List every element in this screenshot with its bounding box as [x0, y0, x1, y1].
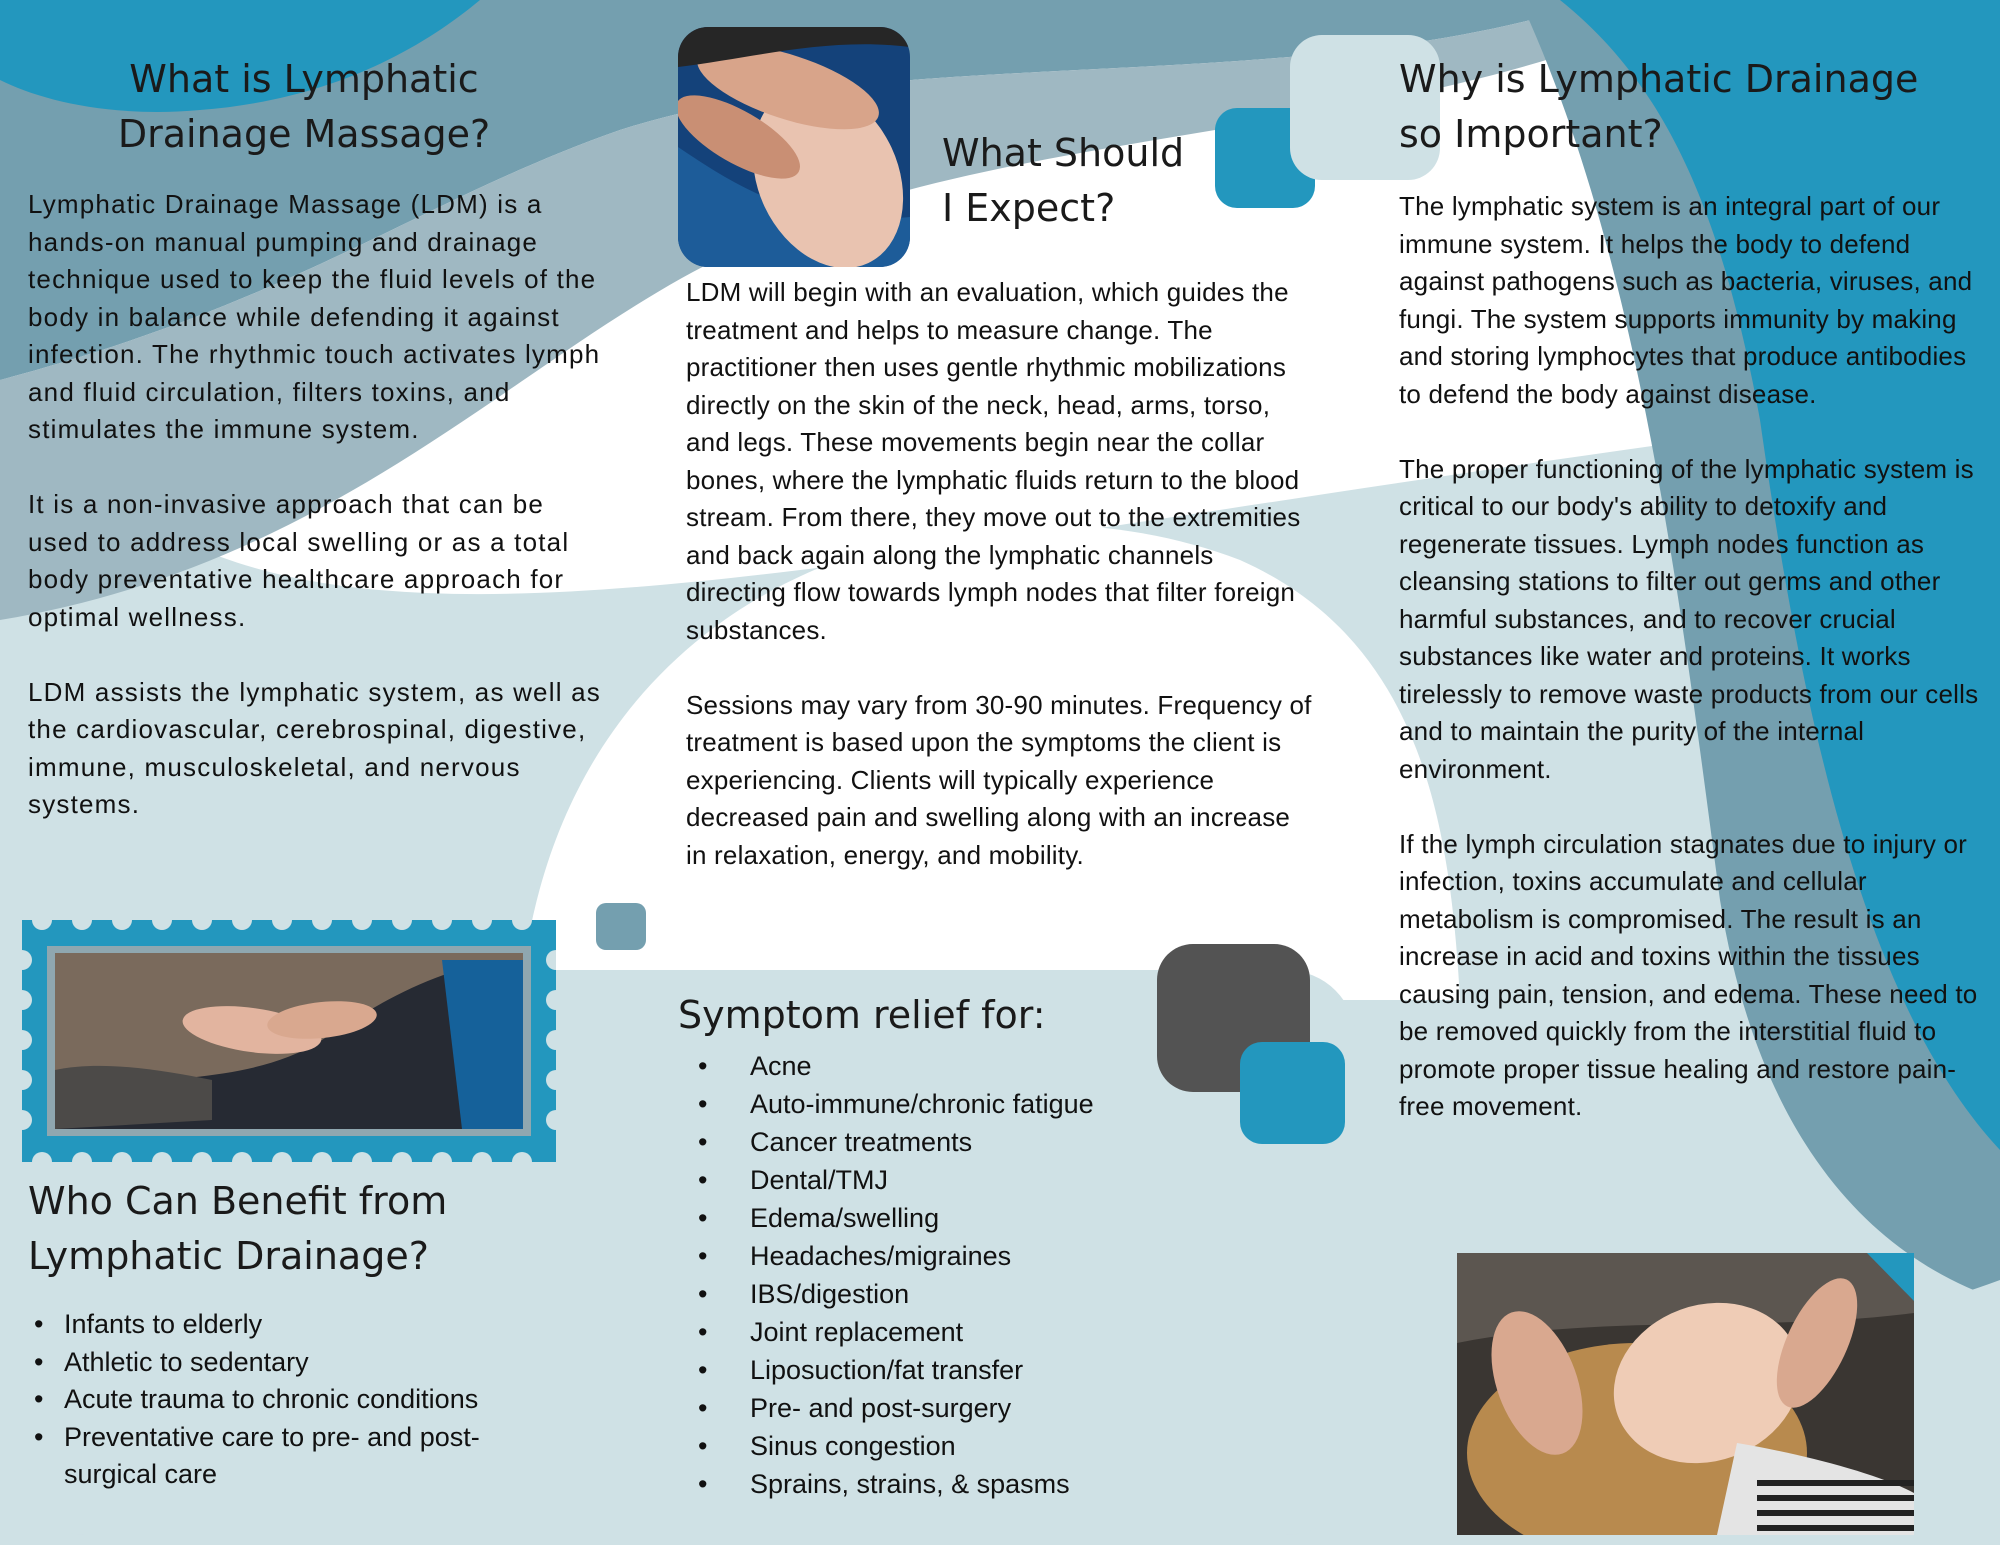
- lymphatic-paragraph-2: It is a non-invasive approach that can be used to address local swelling or as a total body preventative healthcare approach for optimal wellness.: [28, 489, 570, 632]
- symptom-section: [678, 988, 1238, 1503]
- blue-square-small-shape: [1240, 1042, 1345, 1144]
- list-item: • Liposuction/fat transfer: [678, 1351, 1238, 1389]
- neck-massage-photo: [1457, 1253, 1914, 1535]
- list-item: • Acute trauma to chronic conditions: [28, 1381, 588, 1419]
- why-paragraph-2: The proper functioning of the lymphatic system is critical to our body's ability to detoxify and regenerate tissues. Lymph nodes function as cleansing stations to filter out germs and other harmful substances, and to recover crucial substances like water and proteins. It works tirelessly to remove waste products from our cells and to maintain the purity of the internal environment.: [1399, 453, 1979, 784]
- why-body: [1399, 188, 1979, 1126]
- expect-title-line1: What Should: [942, 131, 1185, 175]
- expect-title: [942, 126, 1222, 236]
- who-section: [28, 1174, 588, 1494]
- stamp-photo-frame: [22, 920, 556, 1162]
- why-section: [1399, 52, 1979, 1126]
- expect-paragraph-1: LDM will begin with an evaluation, which guides the treatment and helps to measure change. The practitioner then uses gentle rhythmic mobilizations directly on the skin of the neck, head, arms, torso, and legs. These movements begin near the collar bones, where the lymphatic fluids return to the blood stream. From there, they move out to the extremities and back again along the lymphatic channels directing flow towards lymph nodes that filter foreign substances.: [686, 277, 1301, 645]
- lymphatic-paragraph-3: LDM assists the lymphatic system, as well as the cardiovascular, cerebrospinal, digestive, immune, musculoskeletal, and nervous systems.: [28, 676, 601, 819]
- why-title-line2: so Important?: [1399, 112, 1663, 156]
- who-title-line1: Who Can Benefit from: [28, 1179, 448, 1223]
- list-item: • Preventative care to pre- and post-surgical care: [28, 1419, 524, 1494]
- face-massage-photo: [678, 27, 910, 267]
- symptom-list: [678, 1047, 1238, 1503]
- list-item: • Athletic to sedentary: [28, 1344, 588, 1382]
- list-item: • Auto-immune/chronic fatigue: [678, 1085, 1238, 1123]
- list-item: • Cancer treatments: [678, 1123, 1238, 1161]
- lymphatic-title-line1: What is Lymphatic: [129, 57, 479, 101]
- symptom-title: Symptom relief for:: [678, 993, 1046, 1037]
- why-paragraph-3: If the lymph circulation stagnates due to injury or infection, toxins accumulate and cellular metabolism is compromised. The result is an increase in acid and toxins within the tissues causing pain, tension, and edema. These need to be removed quickly from the interstitial fluid to promote proper tissue healing and restore pain-free movement.: [1399, 828, 1978, 1121]
- who-title-line2: Lymphatic Drainage?: [28, 1234, 429, 1278]
- list-item: • Pre- and post-surgery: [678, 1389, 1238, 1427]
- list-item: • Sprains, strains, & spasms: [678, 1465, 1238, 1503]
- expect-paragraph-2: Sessions may vary from 30-90 minutes. Frequency of treatment is based upon the symptoms the client is experiencing. Clients will typically experience decreased pain and swelling along with an increase in relaxation, energy, and mobility.: [686, 689, 1312, 870]
- list-item: • Dental/TMJ: [678, 1161, 1238, 1199]
- lymphatic-title-line2: Drainage Massage?: [117, 112, 491, 156]
- lymphatic-paragraph-1: Lymphatic Drainage Massage (LDM) is a hands-on manual pumping and drainage technique used to keep the fluid levels of the body in balance while defending it against infection. The rhythmic touch activates lymph and fluid circulation, filters toxins, and stimulates the immune system.: [28, 189, 601, 444]
- who-list: [28, 1306, 588, 1494]
- why-title-line1: Why is Lymphatic Drainage: [1399, 57, 1919, 101]
- lymphatic-title: [28, 52, 580, 162]
- list-item: • Edema/swelling: [678, 1199, 1238, 1237]
- small-gray-square-shape: [596, 903, 646, 950]
- lymphatic-body: [28, 186, 608, 824]
- list-item: • Infants to elderly: [28, 1306, 588, 1344]
- left-column: [28, 52, 608, 824]
- list-item: • Acne: [678, 1047, 1238, 1085]
- list-item: • IBS/digestion: [678, 1275, 1238, 1313]
- expect-body: [686, 274, 1316, 874]
- list-item: • Sinus congestion: [678, 1427, 1238, 1465]
- expect-title-line2: I Expect?: [942, 186, 1116, 230]
- why-paragraph-1: The lymphatic system is an integral part of our immune system. It helps the body to defend against pathogens such as bacteria, viruses, and fungi. The system supports immunity by making and storing lymphocytes that produce antibodies to defend the body against disease.: [1399, 191, 1973, 409]
- list-item: • Headaches/migraines: [678, 1237, 1238, 1275]
- list-item: • Joint replacement: [678, 1313, 1238, 1351]
